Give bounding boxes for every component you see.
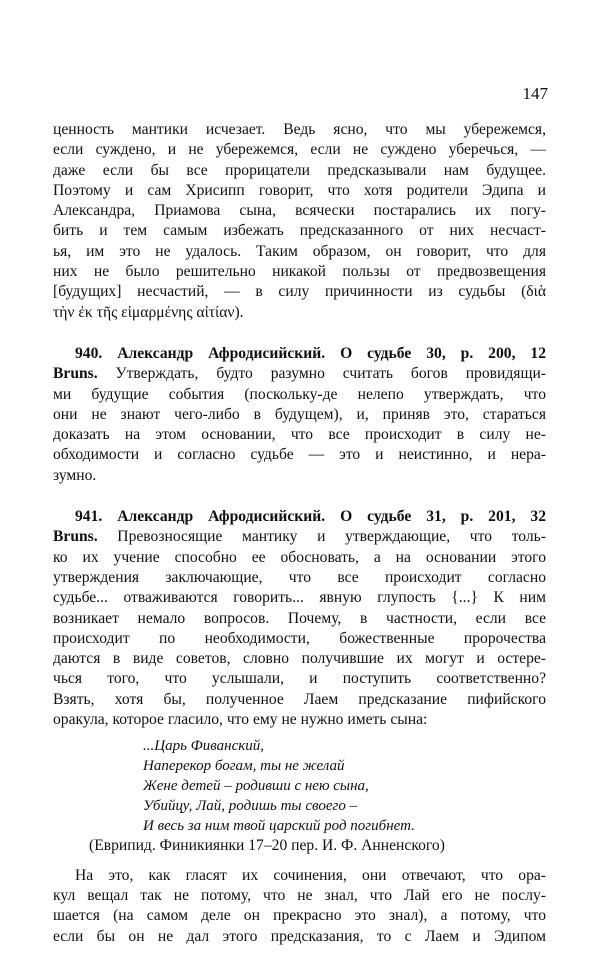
fragment-940-heading: 940. Александр Афродисийский. О судьбе 30, p. 200, 12 [75,344,546,362]
text-line: ценность мантики исчезает. Ведь ясно, что мы убережемся, [53,121,546,138]
verse-line: Наперекор богам, ты не желай [143,758,345,775]
verse-attribution: (Еврипид. Финикиянки 17–20 пер. И. Ф. Анненского) [89,837,445,855]
text-line: утверждения заключающие, что все происходит согласно [53,568,546,586]
text-line: них не было решительно никакой пользы от предвозвещения [53,263,546,281]
text-line: возникает немало вопросов. Почему, в частности, если все [53,609,546,627]
fragment-940-source: Bruns. [53,365,98,383]
text-line: [будущих] несчастий, — в силу причинности из судьбы (διὰ [53,283,546,301]
text-line: происходит по необходимости, божественные пророчества [53,629,546,647]
text-line: если суждено, и не убережемся, если не суждено уберечься, — [53,141,546,159]
text-line: кул вещал так не потому, что не знал, что Лай его не послу- [53,886,546,904]
page-number: 147 [522,84,548,103]
verse-line: И весь за ним твой царский род погибнет. [143,818,415,835]
text-line: если бы он не дал этого предсказания, то с Лаем и Эдипом [53,927,546,945]
text-line: ья, им это не удалось. Таким образом, он говорит, что для [53,242,546,260]
greek-quote-line: τὴν ἐκ τῆς εἱμαρμένης αἰτίαν). [53,303,244,321]
text-line: Поэтому и сам Хрисипп говорит, что хотя родители Эдипа и [53,181,546,199]
fragment-941-source: Bruns. [53,528,98,546]
text-line: даже если бы все прорицатели предсказывали нам будущее. [53,161,546,179]
paragraph-continuation [53,120,546,323]
verse-line: Жене детей – родивши с нею сына, [143,778,369,795]
verse-line: Убийцу, Лай, родишь ты своего – [143,798,358,815]
text-line: ко их учение способно ее обосновать, а на основании этого [53,548,546,566]
spacer [53,857,546,866]
text-line [53,364,546,384]
verse-line: ...Царь Фиванский, [143,738,264,755]
text-line: На это, как гласят их сочинения, они отвечают, что ора- [75,866,546,884]
verse-quote [143,736,546,836]
text-line: обходимости и согласно судьбе — это и неистинно, и нера- [53,446,546,464]
text-segment: Превозносящие мантику и утверждающие, что толь- [97,528,546,546]
text-line: бить и тем самым избежать предсказанного от них несчаст- [53,222,546,240]
text-line: судьбе... отваживаются говорить... явную глупость {...} К ним [53,589,546,607]
text-line: Александра, Приамова сына, всячески постарались их погу- [53,202,546,220]
fragment-941-heading: 941. Александр Афродисийский. О судьбе 31, p. 201, 32 [75,508,546,526]
text-line: шается (на самом деле он прекрасно это знал), а потому, что [53,907,546,925]
section-gap [53,486,546,507]
text-line: они не знают чего-либо в будущем), и, приняв это, стараться [53,405,546,423]
text-line: доказать на этом основании, что все происходит в силу не- [53,426,546,444]
section-gap [53,323,546,344]
page-body [53,120,546,947]
fragment-941 [53,507,546,947]
text-line [53,527,546,547]
text-line: даются в виде советов, словно получившие их могут и остере- [53,650,546,668]
text-line: ми будущие события (поскольку-де нелепо утверждать, что [53,385,546,403]
text-line: Взять, хотя бы, полученное Лаем предсказание пифийского [53,690,546,708]
text-segment: Утверждать, будто разумно считать богов провидящи- [97,365,546,383]
text-line: чься того, что услышали, и поступить соответственно? [53,670,546,688]
text-line: зумно. [53,466,97,484]
fragment-940 [53,344,546,486]
text-line: оракула, которое гласило, что ему не нужно иметь сына: [53,711,428,729]
